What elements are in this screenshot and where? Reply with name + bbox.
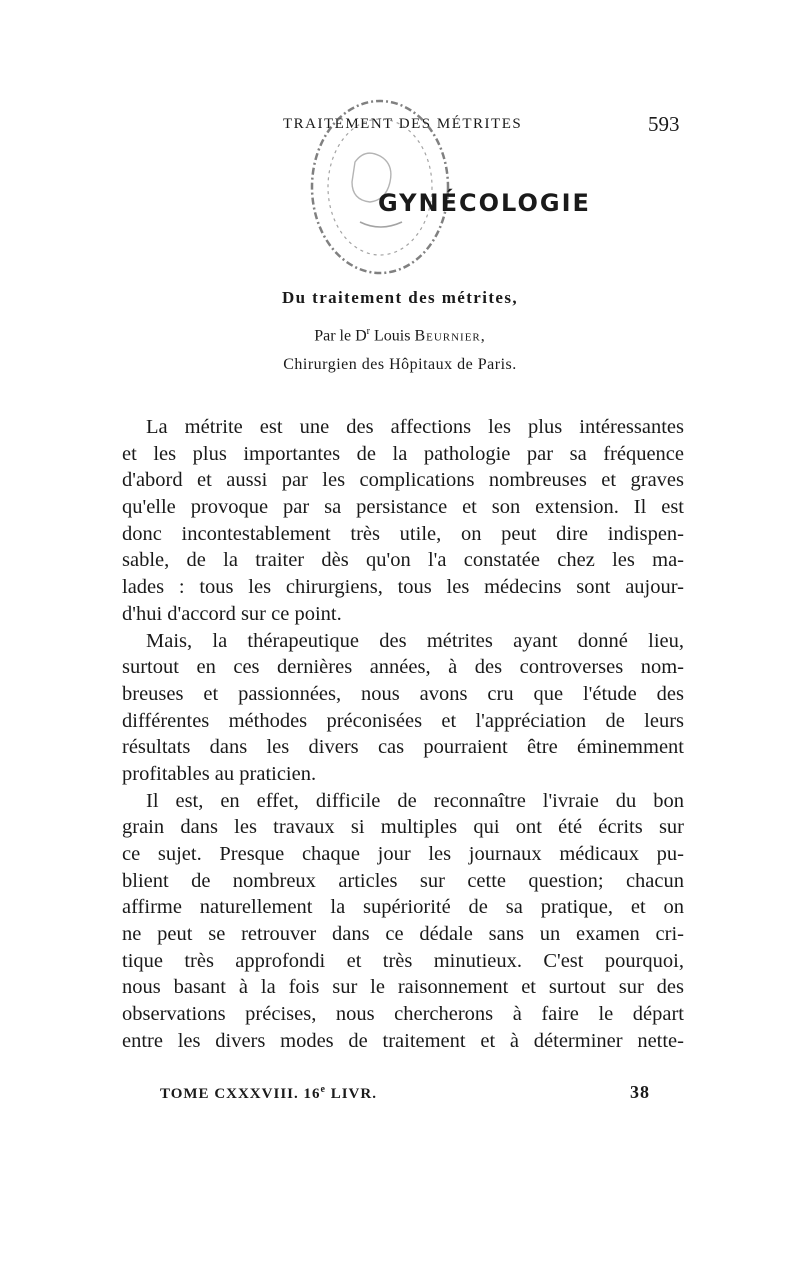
text-line: tique très approfondi et très minutieux. C'est pourquoi, bbox=[122, 949, 684, 972]
text-line: profitables au praticien. bbox=[122, 762, 317, 785]
byline-author-last: Beurnier, bbox=[414, 327, 486, 345]
article-title: Du traitement des métrites, bbox=[281, 288, 519, 307]
text-line: nous basant à la fois sur le raisonnement et surtout sur des bbox=[122, 976, 684, 999]
signature-mark: 38 bbox=[630, 1082, 650, 1102]
text-line: affirme naturellement la supériorité de sa pratique, et on bbox=[122, 896, 684, 919]
body-text bbox=[122, 414, 684, 1055]
volume-prefix: TOME CXXXVIII. 16 bbox=[160, 1086, 321, 1102]
text-line: ce sujet. Presque chaque jour les journaux médicaux pu- bbox=[122, 843, 684, 865]
text-line: donc incontestablement très utile, on peut dire indispen- bbox=[122, 522, 684, 545]
text-line: lades : tous les chirurgiens, tous les médecins sont aujour- bbox=[122, 576, 684, 599]
text-line: d'hui d'accord sur ce point. bbox=[122, 602, 342, 625]
page-number: 593 bbox=[648, 112, 680, 136]
text-line: différentes méthodes préconisées et l'appréciation de leurs bbox=[122, 709, 684, 732]
byline-sup: r bbox=[366, 326, 370, 337]
byline-author-first: Louis bbox=[373, 327, 415, 345]
text-line: ne peut se retrouver dans ce dédale sans un examen cri- bbox=[122, 923, 684, 946]
running-head: TRAITEMENT DES MÉTRITES bbox=[283, 116, 523, 132]
text-line: breuses et passionnées, nous avons cru que l'étude des bbox=[122, 682, 684, 705]
text-line: observations précises, nous chercherons à faire le départ bbox=[122, 1003, 684, 1026]
text-line: Il est, en effet, difficile de reconnaître l'ivraie du bon bbox=[146, 789, 684, 812]
text-line: résultats dans les divers cas pourraient être éminemment bbox=[122, 736, 684, 759]
text-line: surtout en ces dernières années, à des controverses nom- bbox=[122, 656, 684, 679]
text-line: qu'elle provoque par sa persistance et son extension. Il est bbox=[122, 496, 684, 519]
text-line: Mais, la thérapeutique des métrites ayant donné lieu, bbox=[146, 629, 684, 652]
affiliation: Chirurgien des Hôpitaux de Paris. bbox=[283, 356, 517, 373]
text-line: grain dans les travaux si multiples qui ont été écrits sur bbox=[122, 816, 684, 839]
text-line: entre les divers modes de traitement et à déterminer nette- bbox=[122, 1029, 684, 1052]
text-line: La métrite est une des affections les plus intéressantes bbox=[146, 416, 684, 438]
volume-suffix: LIVR. bbox=[325, 1086, 377, 1102]
text-line: sable, de la traiter dès qu'on l'a constatée chez les ma- bbox=[122, 549, 684, 572]
byline bbox=[0, 326, 800, 345]
byline-prefix: Par le D bbox=[314, 327, 367, 345]
text-line: d'abord et aussi par les complications nombreuses et graves bbox=[122, 469, 684, 492]
text-line: blient de nombreux articles sur cette question; chacun bbox=[122, 869, 684, 892]
section-title: GYNÉCOLOGIE bbox=[378, 189, 591, 217]
text-line: et les plus importantes de la pathologie par sa fréquence bbox=[122, 442, 684, 465]
page-footer bbox=[160, 1084, 650, 1103]
volume-sup: e bbox=[320, 1084, 326, 1095]
